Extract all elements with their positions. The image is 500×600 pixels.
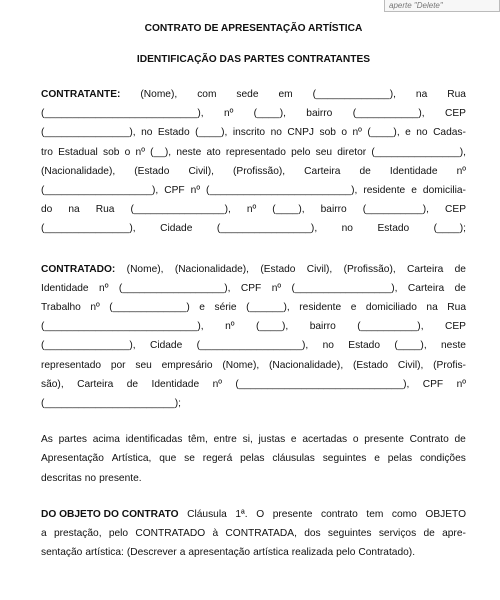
word: no xyxy=(322,340,334,352)
word: apresentação xyxy=(188,547,251,559)
word: do xyxy=(41,204,53,216)
word: nº xyxy=(135,146,145,158)
text-line xyxy=(41,375,466,394)
text-line xyxy=(41,543,466,562)
word: (____), xyxy=(255,321,289,333)
word: regerá xyxy=(202,453,233,465)
word: Carteira xyxy=(407,282,445,294)
word: série xyxy=(214,302,237,314)
word: nº xyxy=(271,282,282,294)
text-line xyxy=(41,219,466,238)
word: e xyxy=(405,127,411,139)
word: e xyxy=(411,185,417,197)
word: neste xyxy=(176,146,202,158)
word: a xyxy=(41,528,47,540)
word: 1ª. xyxy=(235,508,248,520)
contract-document xyxy=(41,22,466,562)
word: Contratado). xyxy=(358,547,416,559)
word: presente xyxy=(364,434,404,446)
word: tro xyxy=(41,146,53,158)
word: na xyxy=(426,302,438,314)
word: dos xyxy=(304,528,321,540)
text-line xyxy=(41,449,466,468)
paragraph-contratante xyxy=(41,85,466,239)
word: seu xyxy=(135,359,152,371)
word: (___________________), xyxy=(41,185,159,197)
word: (___________________________), xyxy=(41,321,204,333)
word: domiciliado xyxy=(365,302,417,314)
word: OBJETO xyxy=(425,508,466,520)
word: seguintes xyxy=(322,453,367,465)
word: presente xyxy=(272,508,313,520)
word: (____), xyxy=(253,108,286,120)
text-line xyxy=(41,430,466,449)
word: descritas xyxy=(41,472,82,484)
word: de xyxy=(359,165,371,177)
word: pelo xyxy=(336,547,356,559)
word: (________________), xyxy=(216,223,318,235)
word: residente xyxy=(363,185,406,197)
word: Carteira xyxy=(407,263,444,275)
word: (_______________), xyxy=(41,340,136,352)
word: Cidade xyxy=(160,223,193,235)
word: CPF xyxy=(164,185,185,197)
word: na xyxy=(68,204,80,216)
word: bairro xyxy=(309,321,336,333)
word: CPF xyxy=(422,378,444,390)
word: sede xyxy=(236,89,259,100)
word: si, xyxy=(242,434,253,446)
word: nº xyxy=(223,108,234,120)
word: inscrito xyxy=(232,127,266,139)
word: o xyxy=(124,146,131,158)
word: nº xyxy=(190,185,201,197)
word: artística xyxy=(253,547,289,559)
word: na xyxy=(415,89,428,100)
word: cláusulas xyxy=(272,453,315,465)
word: nº xyxy=(456,165,466,177)
word: representado xyxy=(225,146,286,158)
word: nº xyxy=(246,204,257,216)
word: nº xyxy=(456,378,466,390)
word: em xyxy=(278,89,293,100)
word: (Nacionalidade), xyxy=(174,263,249,275)
document-title: CONTRATO DE APRESENTAÇÃO ARTÍSTICA xyxy=(144,23,363,34)
word: Estado xyxy=(348,340,381,352)
word: nº xyxy=(212,378,222,390)
word: (____), xyxy=(195,127,228,139)
word: prestação, xyxy=(53,528,102,540)
word: no xyxy=(141,127,153,139)
word: seguintes xyxy=(327,528,372,540)
text-line xyxy=(41,505,466,524)
word: (__________), xyxy=(357,321,424,333)
word: que xyxy=(159,453,177,465)
word: e xyxy=(290,434,297,446)
word: seu xyxy=(315,146,333,158)
word: CONTRATANTE: xyxy=(41,89,121,100)
word: pelas xyxy=(387,453,413,465)
word: bairro xyxy=(306,108,333,120)
word: nº xyxy=(99,282,109,294)
text-line xyxy=(41,469,466,488)
text-line xyxy=(41,162,466,181)
word: e xyxy=(350,302,357,314)
word: identificadas xyxy=(125,434,183,446)
word: Identidade xyxy=(151,378,200,390)
word: (Nome), xyxy=(222,359,260,371)
word: o xyxy=(341,127,348,139)
word: residente xyxy=(299,302,342,314)
word: CEP xyxy=(444,108,466,120)
word: (_______________), xyxy=(371,146,466,158)
word: (_____________), xyxy=(312,89,396,100)
word: de xyxy=(454,282,466,294)
word: no xyxy=(270,127,282,139)
word: CEP xyxy=(445,321,466,333)
word: acima xyxy=(92,434,120,446)
text-line xyxy=(41,143,466,162)
text-line xyxy=(41,123,466,142)
word: contrato xyxy=(320,508,358,520)
word: Civil), xyxy=(188,165,214,177)
word: representado xyxy=(41,359,102,371)
word: se xyxy=(184,453,195,465)
word: Trabalho xyxy=(41,302,81,314)
word: domicilia- xyxy=(422,185,466,197)
word: (Descrever xyxy=(126,547,177,559)
text-line xyxy=(41,181,466,200)
word: pelo xyxy=(108,528,129,540)
word: Identidade xyxy=(41,282,89,294)
word: (__________), xyxy=(362,204,429,216)
word: de xyxy=(454,263,466,275)
word: empresário xyxy=(161,359,213,371)
word: Carteira xyxy=(304,165,341,177)
word: Contrato xyxy=(409,434,449,446)
word: no xyxy=(84,472,97,484)
word: (Estado xyxy=(260,263,296,275)
text-line xyxy=(41,524,466,543)
word: bairro xyxy=(320,204,347,216)
word: Civil), xyxy=(397,359,424,371)
word: com xyxy=(197,89,217,100)
word: neste xyxy=(441,340,466,352)
word: Identidade xyxy=(389,165,438,177)
word: (Nome), xyxy=(126,263,164,275)
word: (_______________), xyxy=(41,223,136,235)
word: CONTRATADO: xyxy=(41,263,116,275)
word: pelas xyxy=(240,453,265,465)
section-heading: DO OBJETO DO CONTRATO xyxy=(41,508,179,520)
word: serviços xyxy=(378,528,417,540)
word: (Profis- xyxy=(433,359,466,371)
word: Estadual xyxy=(58,146,98,158)
word: (_____________________________), xyxy=(235,378,410,390)
word: CEP xyxy=(445,204,466,216)
word: (Estado xyxy=(352,359,389,371)
word: Apresentação xyxy=(41,453,104,465)
word: presente. xyxy=(99,472,142,484)
word: CPF xyxy=(240,282,262,294)
word: Cadas- xyxy=(433,127,466,139)
word: Cidade xyxy=(149,340,183,352)
word: como xyxy=(391,508,417,520)
text-line xyxy=(41,260,466,279)
section-title-parties: IDENTIFICAÇÃO DAS PARTES CONTRATANTES xyxy=(136,54,371,65)
text-line xyxy=(41,104,466,123)
text-line xyxy=(41,85,466,104)
word: (__________________), xyxy=(196,340,309,352)
word: (_________________________), xyxy=(206,185,358,197)
word: no xyxy=(341,223,353,235)
word: partes xyxy=(58,434,87,446)
word: (____), xyxy=(394,340,427,352)
word: Rua xyxy=(447,89,466,100)
paragraph-contratado xyxy=(41,260,466,414)
paragraph-object xyxy=(41,505,466,563)
delete-hint: aperte "Delete" xyxy=(384,0,500,12)
word: diretor xyxy=(337,146,367,158)
word: e xyxy=(199,302,205,314)
word: sentação xyxy=(41,547,83,559)
word: condições xyxy=(419,453,466,465)
word: (Nacionalidade), xyxy=(41,165,116,177)
word: (Estado xyxy=(134,165,170,177)
word: são), xyxy=(41,378,64,390)
word: (Nome), xyxy=(140,89,178,100)
word: nº xyxy=(225,321,235,333)
word: (__________________), xyxy=(118,282,231,294)
word: (___________________________), xyxy=(41,108,204,120)
word: tem xyxy=(366,508,384,520)
word: à xyxy=(212,528,219,540)
word: de xyxy=(454,434,466,446)
word: Estado xyxy=(157,127,190,139)
word: acertadas xyxy=(302,434,348,446)
word: Estado xyxy=(377,223,410,235)
word: Artística, xyxy=(111,453,152,465)
text-line xyxy=(41,394,466,413)
word: CONTRATADO xyxy=(135,528,206,540)
text-line xyxy=(41,356,466,375)
word: (___________), xyxy=(352,108,425,120)
word: no xyxy=(416,127,428,139)
word: (_______________________); xyxy=(41,398,181,410)
word: As xyxy=(41,434,53,446)
word: a xyxy=(179,547,186,559)
word: ato xyxy=(206,146,221,158)
word: Carteira xyxy=(77,378,114,390)
word: (Profissão), xyxy=(343,263,396,275)
word: O xyxy=(256,508,265,520)
word: nº xyxy=(352,127,362,139)
text-line xyxy=(41,317,466,336)
word: e xyxy=(374,453,380,465)
word: de xyxy=(423,528,435,540)
word: justas xyxy=(258,434,286,446)
word: (_______________), xyxy=(41,127,136,139)
word: (_____________) xyxy=(109,302,190,314)
word: (____), xyxy=(367,127,400,139)
word: Civil), xyxy=(306,263,333,275)
word: (__), xyxy=(150,146,172,158)
word: (________________), xyxy=(130,204,231,216)
word: (____), xyxy=(272,204,305,216)
word: Rua xyxy=(95,204,115,216)
word: o xyxy=(352,434,359,446)
word: artística: xyxy=(85,547,124,559)
word: por xyxy=(110,359,126,371)
word: (____); xyxy=(433,223,466,235)
word: sob xyxy=(319,127,336,139)
text-line xyxy=(41,200,466,219)
word: sob xyxy=(102,146,120,158)
text-line xyxy=(41,298,466,317)
word: (______), xyxy=(246,302,290,314)
word: Cláusula xyxy=(187,508,227,520)
word: realizada xyxy=(291,547,334,559)
word: (_________________), xyxy=(291,282,398,294)
word: pelo xyxy=(291,146,311,158)
word: CONTRATADA, xyxy=(225,528,297,540)
word: (Profissão), xyxy=(233,165,286,177)
word: Rua xyxy=(447,302,466,314)
text-line xyxy=(41,279,466,298)
word: nº xyxy=(90,302,100,314)
text-line xyxy=(41,336,466,355)
word: de xyxy=(126,378,139,390)
word: (Nacionalidade), xyxy=(268,359,344,371)
paragraph-parties-agreement xyxy=(41,430,466,488)
word: entre xyxy=(213,434,237,446)
word: têm, xyxy=(188,434,208,446)
word: apre- xyxy=(442,528,466,540)
word: CNPJ xyxy=(287,127,314,139)
